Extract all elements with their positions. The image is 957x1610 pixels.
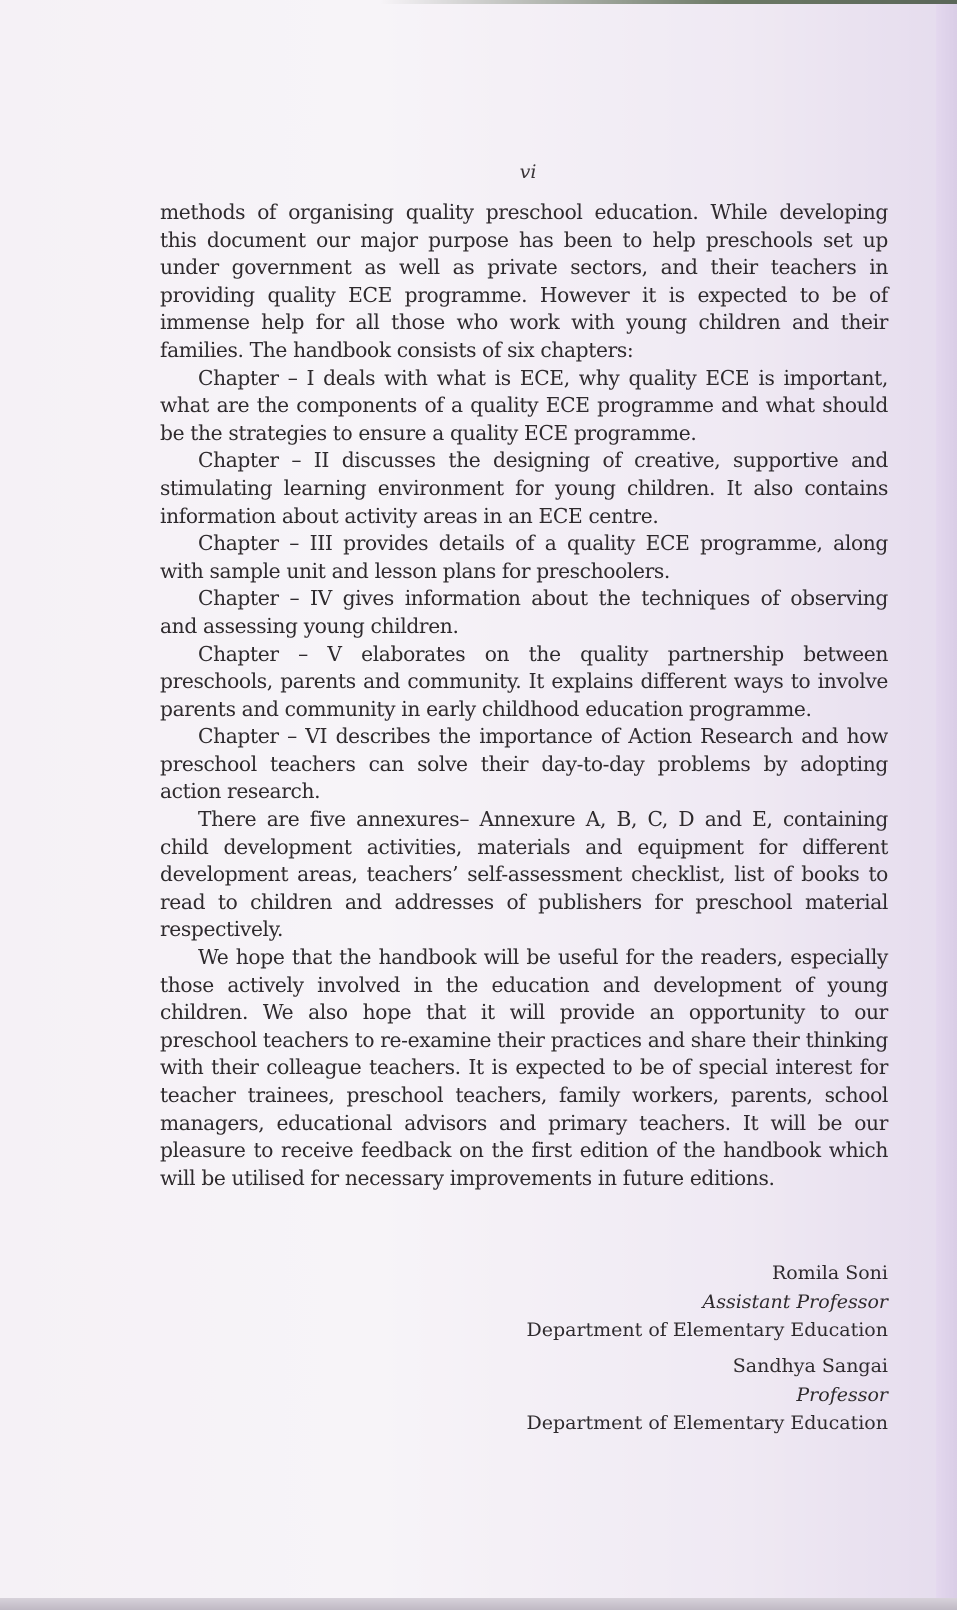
paragraph-chapter-2: Chapter – II discusses the designing of creative, supportive and stimulating learning environment for young children. It also contains information about activity areas in an ECE centre. <box>160 448 888 528</box>
paragraph-closing: We hope that the handbook will be useful for the readers, especially those actively involved in the education and development of young children. We also hope that it will provide an opportunity to our preschool teachers to re-examine their practices and share their thinking with their colleague teachers. It is expected to be of special interest for teacher trainees, preschool teachers, family workers, parents, school managers, educational advisors and primary teachers. It will be our pleasure to receive feedback on the first edition of the handbook which will be utilised for necessary improvements in future editions. <box>160 945 888 1190</box>
signatory-department: Department of Elementary Education <box>526 1412 888 1434</box>
paragraph-chapter-6: Chapter – VI describes the importance of Action Research and how preschool teachers can solve their day-to-day problems by adopting action research. <box>160 724 888 804</box>
signature-block-2 <box>460 1352 888 1438</box>
scan-top-edge <box>380 0 957 4</box>
signatory-title: Assistant Professor <box>702 1290 888 1313</box>
paragraph-annexures: There are five annexures– Annexure A, B, C, D and E, containing child development activities, materials and equipment for different development areas, teachers’ self-assessment checklist, list of books to read to children and addresses of publishers for preschool material respectively. <box>160 807 888 942</box>
signatory-name: Romila Soni <box>771 1262 888 1284</box>
paragraph-chapter-3: Chapter – III provides details of a quality ECE programme, along with sample unit and lesson plans for preschoolers. <box>160 531 888 583</box>
scan-bottom-edge <box>0 1598 957 1610</box>
paragraph-chapter-5: Chapter – V elaborates on the quality partnership between preschools, parents and community. It explains different ways to involve parents and community in early childhood education programme. <box>160 641 888 721</box>
signatory-department: Department of Elementary Education <box>526 1319 888 1341</box>
body-text <box>160 199 888 1192</box>
signatory-name: Sandhya Sangai <box>732 1355 888 1377</box>
signature-block-1 <box>460 1259 888 1345</box>
page-edge-shadow <box>936 0 957 1610</box>
page-number: vi <box>519 161 537 183</box>
paragraph-chapter-1: Chapter – I deals with what is ECE, why quality ECE is important, what are the components of a quality ECE programme and what should be the strategies to ensure a quality ECE programme. <box>160 365 888 445</box>
paragraph-intro: methods of organising quality preschool education. While developing this document our major purpose has been to help preschools set up under government as well as private sectors, and their teachers in providing quality ECE programme. However it is expected to be of immense help for all those who work with young children and their families. The handbook consists of six chapters: <box>160 200 888 362</box>
signatory-title: Professor <box>796 1383 888 1406</box>
paragraph-chapter-4: Chapter – IV gives information about the techniques of observing and assessing young children. <box>160 586 888 638</box>
